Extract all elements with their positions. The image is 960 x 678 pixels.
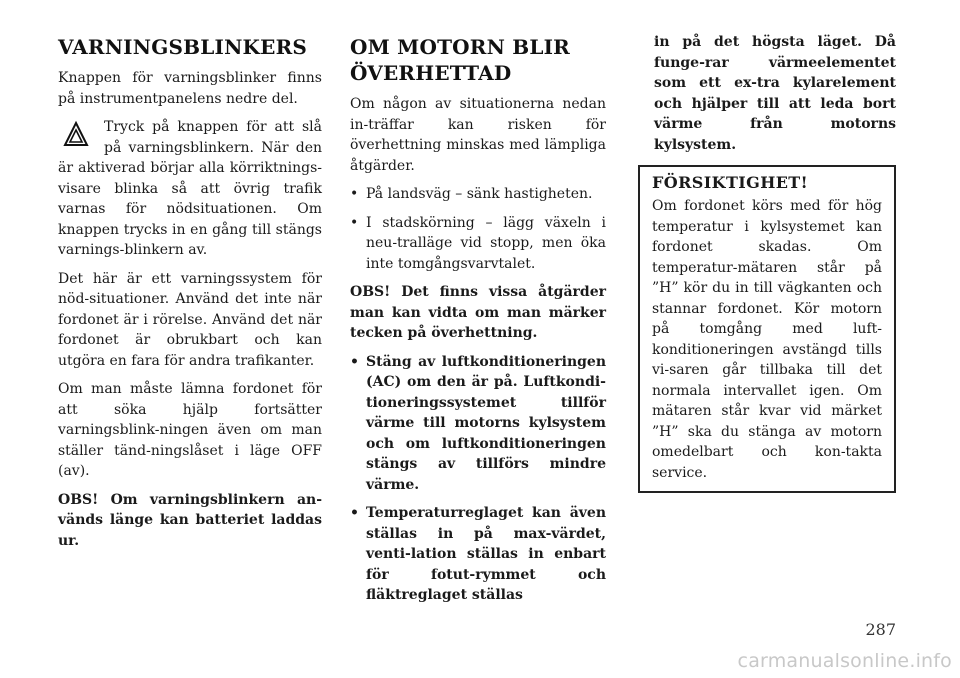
hazard-paragraph xyxy=(58,117,322,261)
paragraph: Knappen för varningsblinker finns på instrumentpanelens nedre del. xyxy=(58,70,322,107)
column-left xyxy=(58,32,322,559)
bullet-list xyxy=(350,184,606,274)
bullet: • xyxy=(350,214,359,231)
paragraph: Tryck på knappen för att slå på varningsblinkern. När den är aktiverad börjar alla körriktnings-visare blinka så att övrig trafik varnas för nödsituationen. Om knappen trycks in en gång till stängs varnings-blinkern av. xyxy=(58,119,322,258)
section-heading-overheat: OM MOTORN BLIR ÖVERHETTAD xyxy=(350,35,570,85)
section-heading-hazard: VARNINGSBLINKERS xyxy=(58,35,308,59)
note-paragraph: OBS! Det finns vissa åtgärder man kan vidta om man märker tecken på överhettning. xyxy=(350,284,606,341)
paragraph: Om man måste lämna fordonet för att söka hjälp fortsätter varningsblink-ningen även om man ställer tänd-ningslåset i läge OFF (av). xyxy=(58,381,322,479)
list-item xyxy=(350,213,606,275)
list-item-text: Stäng av luftkonditioneringen (AC) om den är på. Luftkondi-tioneringssystemet tillför värme till motorns kylsystem och om luftkonditioneringen stängs av tillförs mindre värme. xyxy=(366,353,606,493)
bullet: • xyxy=(350,505,359,521)
watermark: carmanualsonline.info xyxy=(737,650,952,672)
paragraph: Om någon av situationerna nedan in-träffar kan risken för överhettning minskas med lämpliga åtgärder. xyxy=(350,96,606,174)
bullet-list-bold xyxy=(350,352,606,606)
list-item-text: I stadskörning – lägg växeln i neu-tralläge vid stopp, men öka inte tomgångsvarvtalet. xyxy=(366,214,606,272)
list-item xyxy=(350,503,606,606)
list-item-text: På landsväg – sänk hastigheten. xyxy=(366,186,593,202)
bullet: • xyxy=(350,186,359,202)
list-continuation: in på det högsta läget. Då funge-rar värmeelementet som ett ex-tra kylarelement och hjälper till att leda bort värme från motorns kylsystem. xyxy=(654,34,896,153)
list-item-text: Temperaturreglaget kan även ställas in på max-värdet, venti-lation ställas in enbart för fotut-rymmet och fläktreglaget ställas xyxy=(366,505,606,603)
column-right xyxy=(638,32,896,493)
hazard-triangle-icon xyxy=(58,115,104,155)
bullet: • xyxy=(350,353,359,370)
caution-text: Om fordonet körs med för hög temperatur i kylsystemet kan fordonet skadas. Om temperatur-mätaren står på ”H” kör du in till vägkanten och stannar fordonet. Kör motorn på tomgång med luft-konditioneringen avstängd tills vi-saren går tillbaka till det normala intervallet igen. Om mätaren står kvar vid märket ”H” ska du stänga av motorn omedelbart och kon-takta service. xyxy=(652,198,882,481)
list-item xyxy=(350,184,606,205)
caution-title: FÖRSIKTIGHET! xyxy=(652,173,809,192)
note-paragraph: OBS! Om varningsblinkern an-vänds länge kan batteriet laddas ur. xyxy=(58,491,322,549)
column-middle xyxy=(350,32,606,614)
list-item xyxy=(350,352,606,496)
paragraph: Det här är ett varningssystem för nöd-situationer. Använd det inte när fordonet är i rörelse. Använd det när fordonet är obrukbart och kan utgöra en fara för andra trafikanter. xyxy=(58,270,322,369)
page-number: 287 xyxy=(865,620,896,639)
caution-box xyxy=(638,165,896,493)
